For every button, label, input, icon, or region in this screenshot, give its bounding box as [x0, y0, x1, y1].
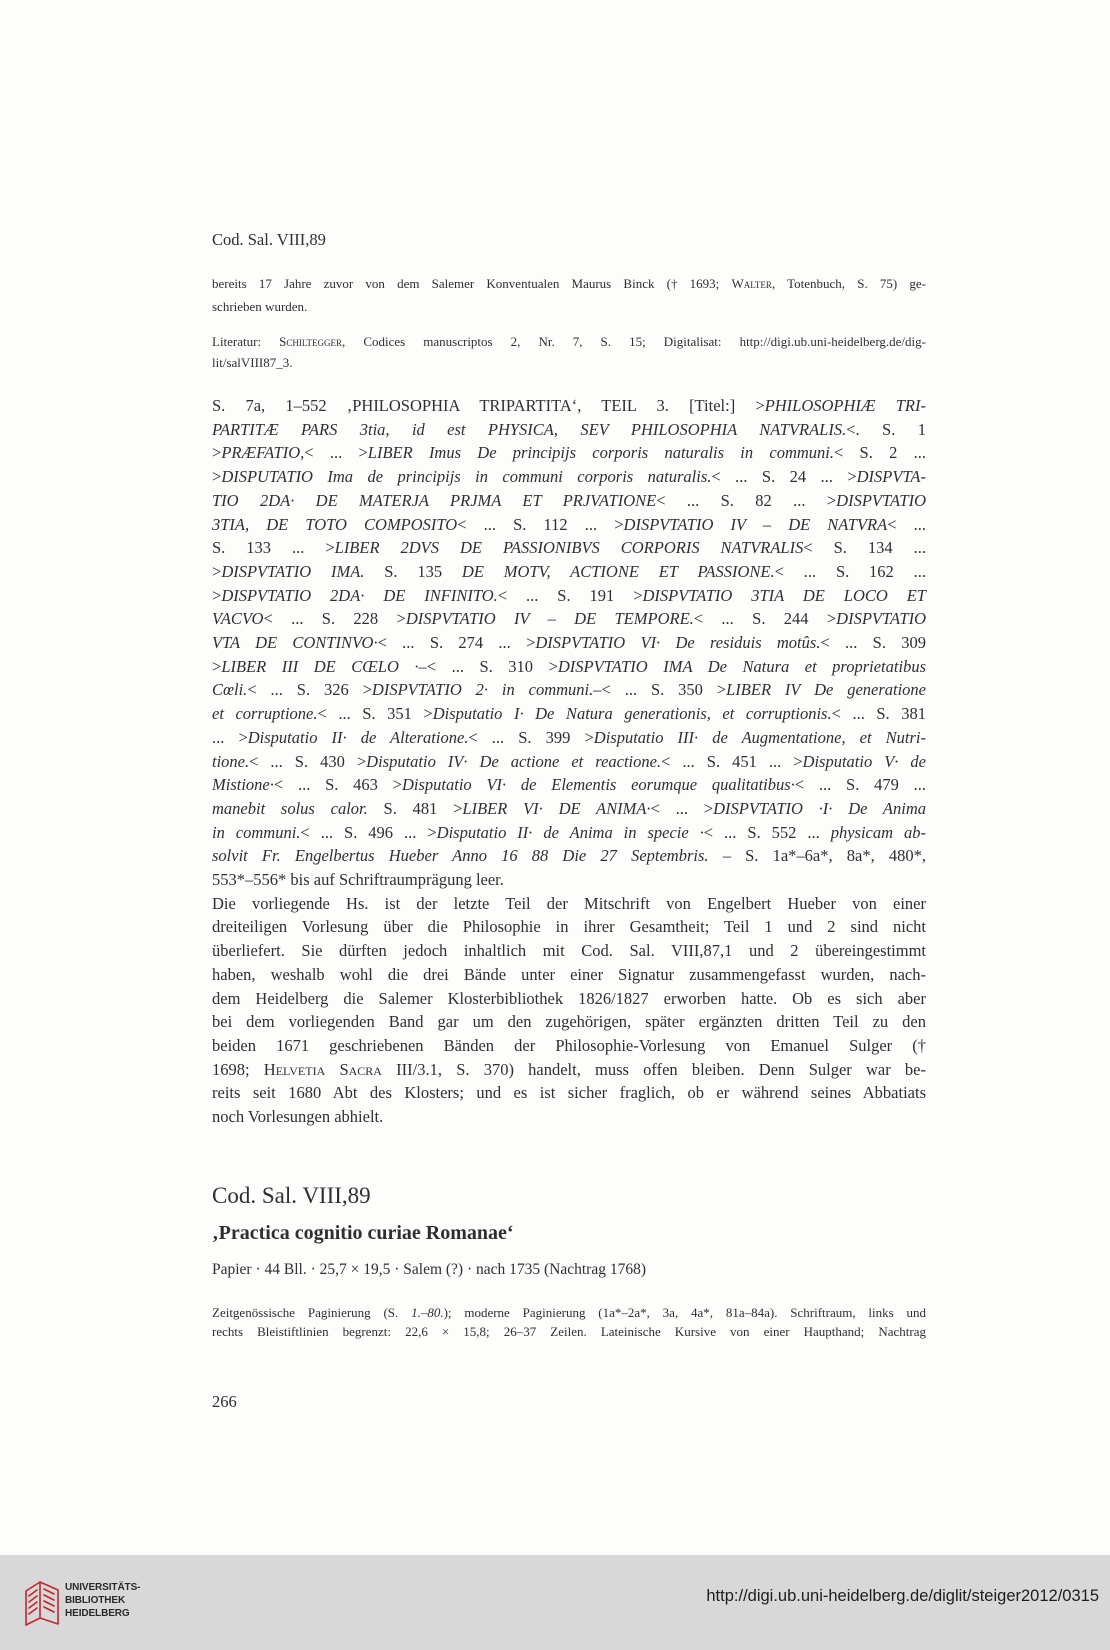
text-line: [212, 678, 926, 702]
text-line: [212, 915, 926, 939]
text-run: < ... S. 309: [820, 633, 927, 653]
text-line-content: [212, 1036, 926, 1055]
library-name-line: UNIVERSITÄTS-: [65, 1582, 141, 1593]
italic-run: tione.: [212, 751, 250, 771]
text-run: >: [212, 443, 222, 463]
text-line: [212, 892, 926, 916]
text-line-content: [212, 941, 926, 960]
text-line-content: [212, 396, 926, 415]
text-run: lit/salVIII87_3.: [212, 355, 293, 370]
entry-description: [212, 1303, 926, 1341]
entry-shelfmark: Cod. Sal. VIII,89: [212, 1183, 371, 1208]
text-line: [212, 631, 926, 655]
commentary-paragraph: [212, 892, 926, 1129]
italic-run: Disputatio II· de Alteratione.: [247, 727, 469, 747]
text-line: [212, 1322, 926, 1341]
text-run: S. 481 >: [367, 798, 463, 818]
small-caps-run: Helvetia Sacra: [263, 1059, 382, 1079]
text-line-content: [212, 1324, 926, 1339]
text-line-content: [212, 704, 926, 723]
text-line-content: [212, 799, 926, 818]
text-run: < ... S. 191 >: [497, 585, 643, 605]
text-line-content: [212, 467, 926, 486]
text-run: < ... S. 350 >: [601, 680, 727, 700]
text-line-content: [212, 276, 926, 291]
italic-run: DISPVTATIO IV – DE TEMPORE.: [405, 609, 694, 629]
text-run: überliefert. Sie dürften jedoch inhaltlich mit Cod. Sal. VIII,87,1 und 2 übereingestimmt: [212, 941, 926, 961]
text-line: [212, 418, 926, 442]
text-line-content: [212, 680, 926, 699]
italic-run: Disputatio I· De Natura generationis, et corruptionis.: [432, 704, 832, 724]
text-line: [212, 1081, 926, 1105]
text-line-content: [212, 515, 926, 534]
text-run: , Totenbuch, S. 75) ge-: [771, 276, 927, 291]
text-run: < ... S. 430 >: [249, 751, 367, 771]
text-line-content: [212, 870, 504, 889]
text-run: < ... S. 24 ... >: [711, 467, 857, 487]
text-line: [212, 489, 926, 513]
text-line: [212, 1303, 926, 1322]
text-run: 553*–556* bis auf Schriftraumprägung leer.: [212, 870, 504, 890]
italic-run: LIBER Imus De principijs corporis naturalis in communi.: [367, 443, 834, 463]
library-name-line: BIBLIOTHEK: [65, 1595, 126, 1606]
text-line-content: [212, 334, 926, 349]
text-run: < ... S. 463 >: [273, 775, 402, 795]
text-run: < ... S. 479 ...: [794, 775, 926, 795]
italic-run: LIBER 2DVS DE PASSIONIBVS CORPORIS NATVRALIS: [334, 538, 804, 558]
text-line: [212, 868, 926, 892]
text-line-content: [212, 657, 926, 676]
text-line: [212, 331, 926, 352]
text-run: >: [212, 585, 222, 605]
text-line-content: [212, 538, 926, 557]
text-line-content: [212, 491, 926, 510]
text-line-content: [212, 420, 926, 439]
italic-run: Cœli.: [212, 680, 248, 700]
text-run: < ... S. 451 ... >: [661, 751, 803, 771]
italic-run: LIBER VI· DE ANIMA·: [462, 798, 651, 818]
italic-run: DISPVTATIO VI· De residuis motûs.: [535, 633, 821, 653]
text-run: <. S. 1: [846, 419, 926, 439]
text-run: < ...: [887, 514, 926, 534]
text-line: [212, 1010, 926, 1034]
text-line: [212, 821, 926, 845]
text-line: [212, 939, 926, 963]
running-header: Cod. Sal. VIII,89: [212, 230, 326, 249]
text-run: < ... S. 351 >: [317, 704, 433, 724]
text-line-content: [212, 917, 926, 936]
text-run: < ... S. 82 ... >: [656, 490, 837, 510]
text-run: >: [212, 656, 222, 676]
italic-run: Disputatio V· de: [802, 751, 926, 771]
library-logo-icon: [23, 1577, 61, 1627]
text-line-content: [212, 443, 926, 462]
text-line: [212, 963, 926, 987]
italic-run: solvit Fr. Engelbertus Hueber Anno 16 88 Die 27 Septembris.: [212, 846, 709, 866]
text-line-content: [212, 586, 926, 605]
text-run: S. 133 ... >: [212, 538, 335, 558]
entry-title: ‚Practica cognitio curiae Romanae‘: [212, 1222, 514, 1244]
text-run: >: [212, 561, 222, 581]
text-line: [212, 1034, 926, 1058]
text-run: dreiteiligen Vorlesung über die Philosophie in ihrer Gesamtheit; Teil 1 und 2 sind nicht: [212, 917, 926, 937]
italic-run: TIO 2DA· DE MATERJA PRJMA ET PRJVATIONE: [212, 490, 657, 510]
italic-run: DISPVTA-: [856, 467, 926, 487]
text-line-content: [212, 1083, 926, 1102]
italic-run: Disputatio IV· De actione et reactione.: [366, 751, 662, 771]
italic-run: VTA DE CONTINVO·: [212, 633, 378, 653]
text-line-content: [212, 752, 926, 771]
text-line: [212, 797, 926, 821]
text-line: [212, 465, 926, 489]
text-line: [212, 844, 926, 868]
text-line: [212, 702, 926, 726]
text-line: [212, 272, 926, 295]
italic-run: DISPVTATIO IMA De Natura et proprietatibus: [557, 656, 926, 676]
text-line-content: [212, 1107, 383, 1126]
text-line-content: [212, 355, 293, 370]
text-line: [212, 607, 926, 631]
text-run: < ... S. 552 ...: [703, 822, 831, 842]
italic-run: PARTITÆ PARS 3tia, id est PHYSICA, SEV PHILOSOPHIA NATVRALIS.: [212, 419, 847, 439]
italic-run: LIBER IV De generatione: [726, 680, 927, 700]
text-run: schrieben wurden.: [212, 299, 308, 314]
text-line: [212, 513, 926, 537]
italic-run: DISPVTATIO: [836, 490, 926, 510]
italic-run: DISPUTATIO Ima de principijs in communi corporis naturalis.: [221, 467, 712, 487]
text-run: < ... S. 228 >: [263, 609, 406, 629]
text-run: bereits 17 Jahre zuvor von dem Salemer Konventualen Maurus Binck († 1693;: [212, 276, 732, 291]
italic-run: manebit solus calor.: [212, 798, 368, 818]
text-run: III/3.1, S. 370) handelt, muss offen bleiben. Denn Sulger war be-: [381, 1059, 926, 1079]
italic-run: DISPVTATIO ·I· De Anima: [713, 798, 926, 818]
small-caps-run: Walter: [731, 276, 772, 291]
text-line-content: [212, 846, 926, 865]
text-run: < ... S. 326 >: [247, 680, 372, 700]
text-line-content: [212, 728, 926, 747]
italic-run: DISPVTATIO IV – DE NATVRA: [623, 514, 888, 534]
text-line-content: [212, 1012, 926, 1031]
text-line-content: [212, 894, 926, 913]
text-run: reits seit 1680 Abt des Klosters; und es ist sicher fraglich, ob er während seines Abbatiats: [212, 1083, 926, 1103]
text-line: [212, 295, 926, 318]
text-line: [212, 394, 926, 418]
text-run: < ... S. 496 ... >: [300, 822, 437, 842]
text-line-content: [212, 775, 926, 794]
permalink-url: http://digi.ub.uni-heidelberg.de/diglit/steiger2012/0315: [706, 1587, 1099, 1605]
italic-run: DISPVTATIO 3TIA DE LOCO ET: [642, 585, 926, 605]
italic-run: Disputatio VI· de Elementis eorumque qualitatibus·: [402, 775, 795, 795]
text-run: >: [212, 467, 222, 487]
text-line: [212, 1058, 926, 1082]
text-run: < ... S. 112 ... >: [457, 514, 624, 534]
text-run: < ... S. 310 >: [426, 656, 558, 676]
text-run: noch Vorlesungen abhielt.: [212, 1107, 384, 1127]
text-run: < S. 2 ...: [834, 443, 926, 463]
text-run: Die vorliegende Hs. ist der letzte Teil der Mitschrift von Engelbert Hueber von einer: [212, 893, 926, 913]
italic-run: in communi.: [212, 822, 301, 842]
italic-run: DISPVTATIO 2· in communi.–: [371, 680, 602, 700]
italic-run: PRÆFATIO,: [221, 443, 305, 463]
text-run: < ... S. 399 >: [468, 727, 594, 747]
italic-run: physicam ab-: [830, 822, 926, 842]
text-run: < ... >: [304, 443, 368, 463]
text-run: ... >: [212, 727, 248, 747]
italic-run: 3TIA, DE TOTO COMPOSITO: [212, 514, 458, 534]
text-line: [212, 987, 926, 1011]
italic-run: Disputatio III· de Augmentatione, et Nutri-: [593, 727, 926, 747]
text-run: Zeitgenössische Paginierung (S.: [212, 1305, 412, 1320]
text-line: [212, 750, 926, 774]
italic-run: PHILOSOPHIÆ TRI-: [764, 396, 926, 415]
italic-run: DISPVTATIO IMA.: [221, 561, 365, 581]
text-run: S. 135: [364, 561, 462, 581]
italic-run: et corruptione.: [212, 704, 318, 724]
text-line-content: [212, 609, 926, 628]
italic-run: LIBER III DE CŒLO ·–: [221, 656, 427, 676]
italic-run: Mistione·: [212, 775, 274, 795]
text-line-content: [212, 965, 926, 984]
previous-entry-note: [212, 272, 926, 318]
page-number: 266: [212, 1392, 237, 1411]
text-run: Literatur:: [212, 334, 280, 349]
text-line-content: [212, 823, 926, 842]
italic-run: VACVO: [212, 609, 264, 629]
text-run: < ... S. 274 ... >: [377, 633, 536, 653]
text-line: [212, 726, 926, 750]
text-line: [212, 773, 926, 797]
italic-run: 1.–80.: [411, 1305, 444, 1320]
text-run: < ... S. 381: [831, 704, 926, 724]
physical-description: Papier · 44 Bll. · 25,7 × 19,5 · Salem (?) · nach 1735 (Nachtrag 1768): [212, 1261, 647, 1278]
text-line-content: [212, 1305, 926, 1320]
text-run: haben, weshalb wohl die drei Bände unter einer Signatur zusammengefasst wurden, nach-: [212, 964, 926, 984]
italic-run: DISPVTATIO: [836, 609, 926, 629]
italic-run: Disputatio II· de Anima in specie ·: [436, 822, 704, 842]
text-line-content: [212, 989, 926, 1008]
text-run: < S. 134 ...: [803, 538, 926, 558]
library-name: [65, 1581, 140, 1620]
text-run: bei dem vorliegenden Band gar um den zugehörigen, später ergänzten dritten Teil zu den: [212, 1012, 926, 1032]
text-line: [212, 560, 926, 584]
text-line-content: [212, 562, 926, 581]
text-line-content: [212, 299, 307, 314]
text-line: [212, 441, 926, 465]
text-line: [212, 536, 926, 560]
text-line: [212, 584, 926, 608]
text-line-content: [212, 1060, 926, 1079]
text-line: [212, 655, 926, 679]
text-run: < ... >: [650, 798, 714, 818]
literature-note: [212, 331, 926, 373]
text-run: rechts Bleistiftlinien begrenzt: 22,6 × 15,8; 26–37 Zeilen. Lateinische Kursive von einer Haupthand; Nachtrag: [212, 1324, 926, 1339]
text-run: – S. 1a*–6a*, 8a*, 480*,: [708, 846, 926, 866]
text-run: , Codices manuscriptos 2, Nr. 7, S. 15; Digitalisat: http://digi.ub.uni-heidelberg.de/dig-: [342, 334, 926, 349]
text-run: S. 7a, 1–552 ‚PHILOSOPHIA TRIPARTITA‘, TEIL 3. [Titel:] >: [212, 396, 765, 415]
text-line: [212, 1105, 926, 1129]
text-run: dem Heidelberg die Salemer Klosterbibliothek 1826/1827 erworben hatte. Ob es sich aber: [212, 988, 926, 1008]
contents-description: [212, 394, 926, 892]
small-caps-run: Schiltegger: [279, 334, 343, 349]
library-name-line: HEIDELBERG: [65, 1608, 130, 1619]
text-run: < ... S. 244 >: [693, 609, 837, 629]
italic-run: DE MOTV, ACTIONE ET PASSIONE.: [461, 561, 775, 581]
footer-bar: [0, 1555, 1110, 1650]
text-run: 1698;: [212, 1059, 264, 1079]
italic-run: DISPVTATIO 2DA· DE INFINITO.: [221, 585, 498, 605]
text-run: beiden 1671 geschriebenen Bänden der Philosophie-Vorlesung von Emanuel Sulger (†: [212, 1035, 926, 1055]
text-run: < ... S. 162 ...: [774, 561, 926, 581]
text-line: [212, 352, 926, 373]
text-line-content: [212, 633, 926, 652]
text-run: ); moderne Paginierung (1a*–2a*, 3a, 4a*, 81a–84a). Schriftraum, links und: [443, 1305, 926, 1320]
